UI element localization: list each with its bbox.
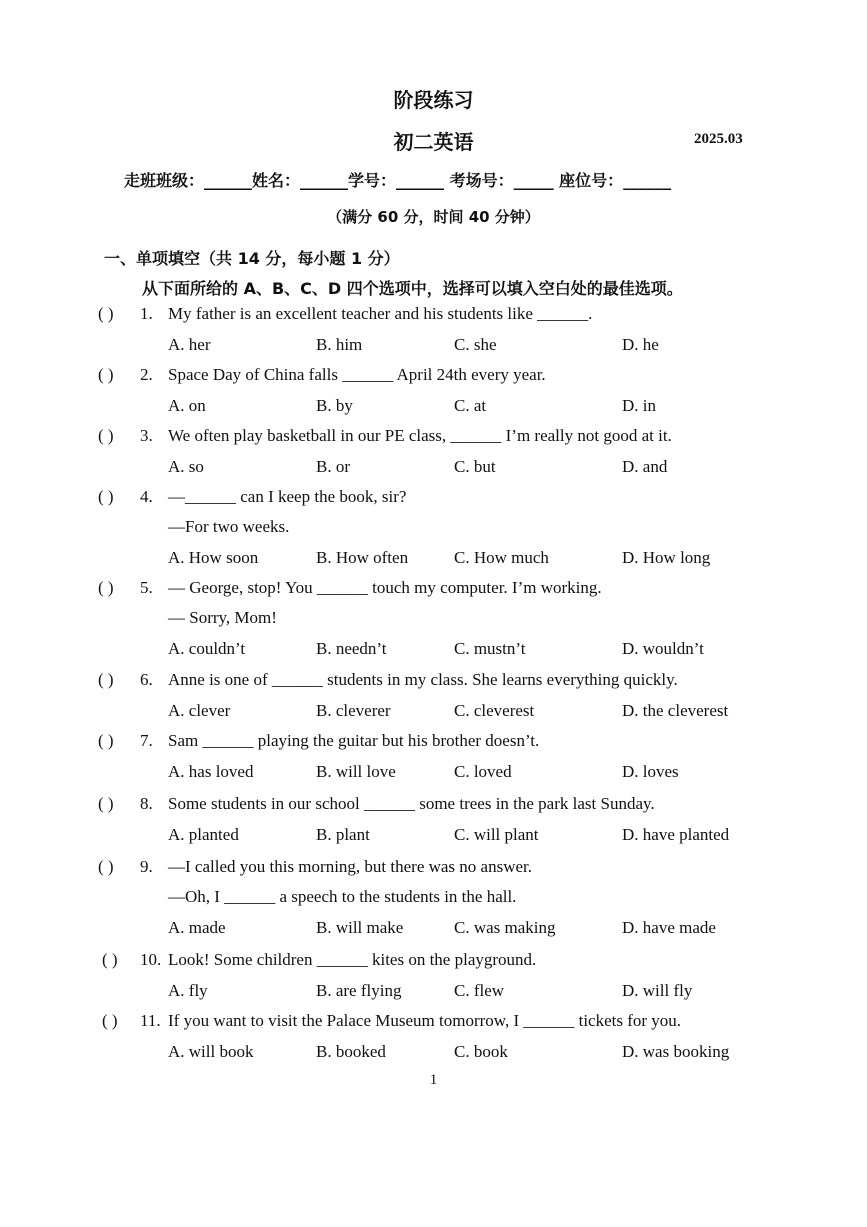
- student-info-line: 走班班级：______姓名：______学号：______ 考场号：_____ 座位号：______: [124, 171, 672, 190]
- question-text: Anne is one of ______ students in my class. She learns everything quickly.: [168, 670, 678, 689]
- answer-option: D. loves: [622, 762, 679, 781]
- question-text: My father is an excellent teacher and his students like ______.: [168, 304, 593, 323]
- answer-option: C. book: [454, 1042, 508, 1061]
- question-number: 4.: [140, 487, 153, 506]
- question-text: — Sorry, Mom!: [168, 608, 277, 627]
- answer-option: D. and: [622, 457, 668, 476]
- answer-bracket: ( ): [98, 365, 114, 384]
- answer-option: A. so: [168, 457, 204, 476]
- answer-option: A. clever: [168, 701, 231, 720]
- question-text: Some students in our school ______ some trees in the park last Sunday.: [168, 794, 655, 813]
- answer-option: C. mustn’t: [454, 639, 526, 658]
- answer-option: C. cleverest: [454, 701, 535, 720]
- question-number: 3.: [140, 426, 153, 445]
- answer-option: A. fly: [168, 981, 208, 1000]
- answer-option: C. she: [454, 335, 497, 354]
- answer-option: B. will love: [316, 762, 396, 781]
- answer-option: C. loved: [454, 762, 512, 781]
- page-number: 1: [429, 1072, 438, 1088]
- answer-option: A. will book: [168, 1042, 254, 1061]
- answer-option: A. made: [168, 918, 226, 937]
- answer-option: B. needn’t: [316, 639, 387, 658]
- answer-bracket: ( ): [102, 1011, 118, 1030]
- answer-option: A. her: [168, 335, 211, 354]
- answer-option: B. plant: [316, 825, 370, 844]
- answer-option: A. has loved: [168, 762, 254, 781]
- answer-option: C. will plant: [454, 825, 539, 844]
- question-number: 10.: [140, 950, 162, 969]
- answer-bracket: ( ): [98, 578, 114, 597]
- answer-bracket: ( ): [98, 426, 114, 445]
- question-number: 5.: [140, 578, 153, 597]
- answer-option: D. in: [622, 396, 656, 415]
- answer-option: A. on: [168, 396, 206, 415]
- question-text: Space Day of China falls ______ April 24th every year.: [168, 365, 546, 384]
- question-text: Look! Some children ______ kites on the playground.: [168, 950, 537, 969]
- question-text: Sam ______ playing the guitar but his brother doesn’t.: [168, 731, 540, 750]
- answer-option: C. flew: [454, 981, 505, 1000]
- answer-option: B. by: [316, 396, 353, 415]
- question-text: We often play basketball in our PE class, ______ I’m really not good at it.: [168, 426, 672, 445]
- question-text: —I called you this morning, but there was no answer.: [168, 857, 533, 876]
- answer-bracket: ( ): [98, 794, 114, 813]
- section-instruction: 从下面所给的 A、B、C、D 四个选项中，选择可以填入空白处的最佳选项。: [142, 279, 683, 298]
- question-number: 2.: [140, 365, 153, 384]
- answer-option: C. but: [454, 457, 496, 476]
- answer-option: D. the cleverest: [622, 701, 729, 720]
- answer-bracket: ( ): [98, 670, 114, 689]
- answer-option: A. How soon: [168, 548, 259, 567]
- score-time-line: （满分 60 分，时间 40 分钟）: [327, 208, 540, 226]
- question-text: — George, stop! You ______ touch my computer. I’m working.: [168, 578, 602, 597]
- answer-option: D. will fly: [622, 981, 693, 1000]
- question-text: —For two weeks.: [168, 517, 290, 536]
- question-text: If you want to visit the Palace Museum tomorrow, I ______ tickets for you.: [168, 1011, 682, 1030]
- answer-option: B. him: [316, 335, 363, 354]
- question-number: 7.: [140, 731, 153, 750]
- answer-option: B. booked: [316, 1042, 386, 1061]
- answer-bracket: ( ): [98, 857, 114, 876]
- answer-option: B. How often: [316, 548, 409, 567]
- question-number: 11.: [140, 1011, 161, 1030]
- answer-option: D. have made: [622, 918, 716, 937]
- exam-title: 阶段练习: [393, 88, 474, 112]
- answer-option: C. at: [454, 396, 487, 415]
- answer-option: D. was booking: [622, 1042, 730, 1061]
- question-text: —Oh, I ______ a speech to the students in the hall.: [168, 887, 517, 906]
- answer-bracket: ( ): [98, 731, 114, 750]
- question-number: 1.: [140, 304, 153, 323]
- answer-option: B. are flying: [316, 981, 402, 1000]
- section-heading: 一、单项填空（共 14 分，每小题 1 分）: [104, 249, 400, 268]
- answer-bracket: ( ): [98, 487, 114, 506]
- question-number: 6.: [140, 670, 153, 689]
- answer-bracket: ( ): [102, 950, 118, 969]
- answer-option: B. cleverer: [316, 701, 391, 720]
- subject-title: 初二英语: [393, 130, 474, 154]
- answer-option: D. How long: [622, 548, 711, 567]
- answer-option: D. he: [622, 335, 659, 354]
- answer-option: B. will make: [316, 918, 404, 937]
- answer-option: D. wouldn’t: [622, 639, 704, 658]
- question-text: —______ can I keep the book, sir?: [168, 487, 407, 506]
- answer-option: A. planted: [168, 825, 239, 844]
- exam-date: 2025.03: [694, 131, 743, 147]
- question-number: 8.: [140, 794, 153, 813]
- answer-option: D. have planted: [622, 825, 730, 844]
- answer-option: C. was making: [454, 918, 556, 937]
- answer-option: A. couldn’t: [168, 639, 246, 658]
- answer-option: B. or: [316, 457, 350, 476]
- question-number: 9.: [140, 857, 153, 876]
- answer-bracket: ( ): [98, 304, 114, 323]
- answer-option: C. How much: [454, 548, 549, 567]
